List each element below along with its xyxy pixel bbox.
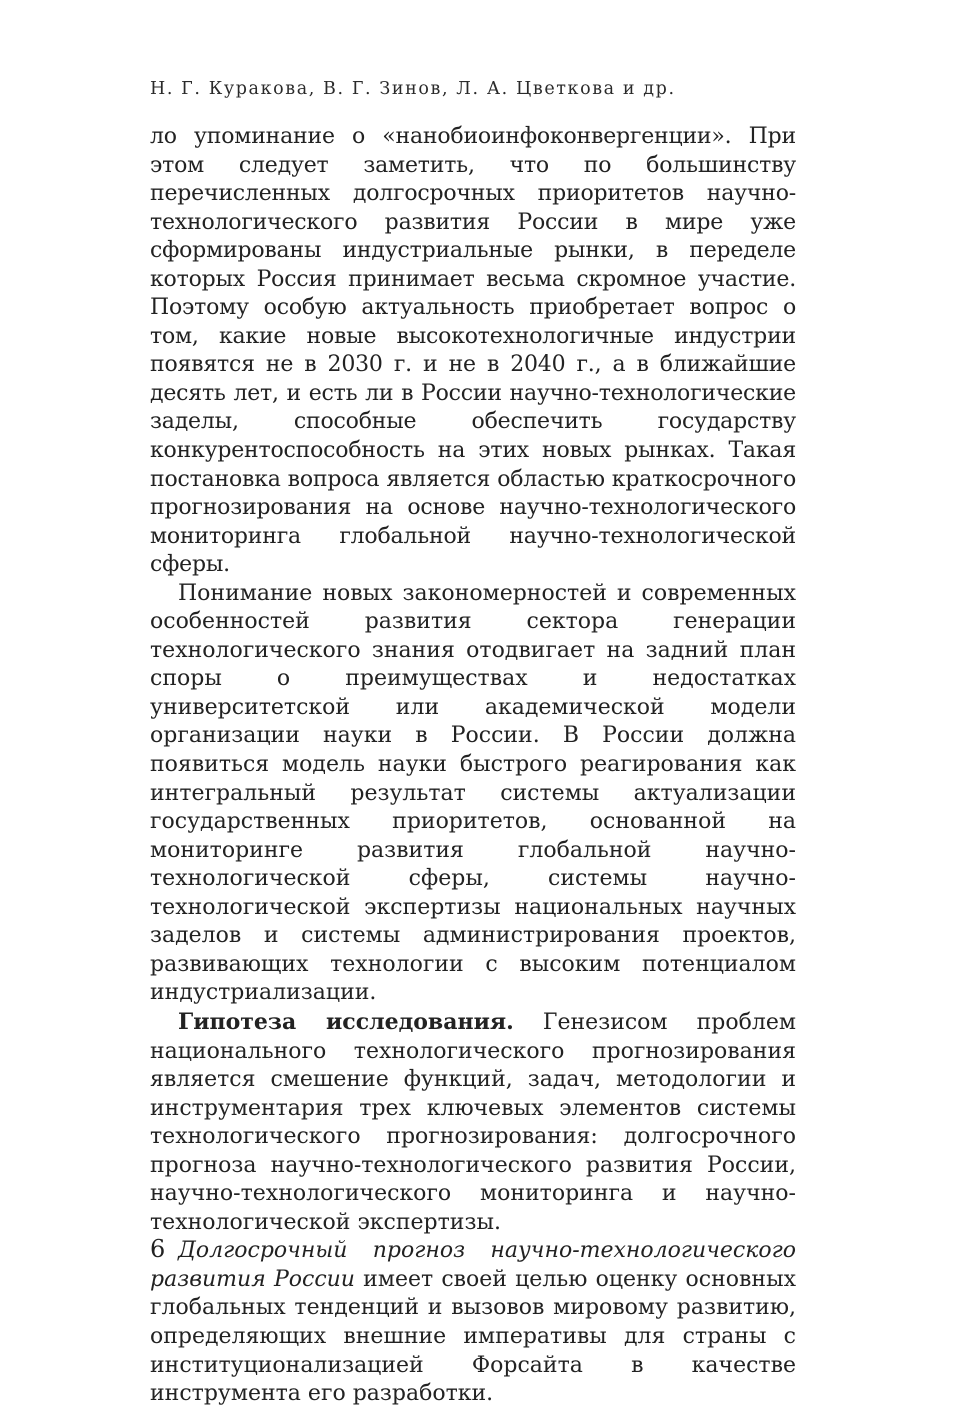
paragraph-text: ло упоминание о «нанобиоинфоконвергенции». При этом следует заметить, что по большинству перечисленных долгосрочных приоритетов научно-технологического развития России в мире уже сформированы индустриальные рынки, в переделе которых Россия принимает весьма скромное участие. Поэтому особую актуальность приобретает вопрос о том, какие новые высокотехнологичные индустрии появятся не в 2030 г. и не в 2040 г., а в ближайшие десять лет, и есть ли в России научно-технологические заделы, способные обеспечить государству конкурентоспособность на этих новых рынках. Такая постановка вопроса является областью краткосрочного прогнозирования на основе научно-технологического мониторинга глобальной научно-технологической сферы.	[150, 124, 796, 578]
paragraph-text: Генезисом проблем национального технологического прогнозирования является смешение функций, задач, методологии и инструментария трех ключевых элементов системы технологического прогнозирования: долгосрочного прогноза научно-технологического развития России, научно-технологического мониторинга и научно-технологической экспертизы.	[150, 1009, 796, 1235]
paragraph-hypothesis	[150, 1008, 796, 1237]
paragraph-understanding	[150, 580, 796, 1008]
running-head: Н. Г. Куракова, В. Г. Зинов, Л. А. Цветкова и др.	[150, 79, 676, 99]
paragraph-continuation	[150, 123, 796, 580]
paragraph-text: имеет своей целью оценку основных глобальных тенденций и вызовов мировому развитию, определяющих внешние императивы для страны с институционализацией Форсайта в качестве инструмента его разработки.	[150, 1266, 796, 1407]
page-number: 6	[150, 1235, 166, 1263]
paragraph-long-term-forecast	[150, 1237, 796, 1408]
paragraph-text: Понимание новых закономерностей и современных особенностей развития сектора генерации технологического знания отодвигает на задний план споры о преимуществах и недостатках университетской или академической модели организации науки в России. В России должна появиться модель науки быстрого реагирования как интегральный результат системы актуализации государственных приоритетов, основанной на мониторинге развития глобальной научно-технологической сферы, системы научно-технологической экспертизы национальных научных заделов и системы администрирования проектов, развивающих технологии с высоким потенциалом индустриализации.	[150, 580, 796, 1006]
paragraph-lead-bold: Гипотеза исследования.	[178, 1008, 514, 1035]
body-text	[150, 123, 796, 1409]
paragraph-lead-italic: Долгосрочный прогноз научно-технологического развития России	[150, 1238, 796, 1292]
